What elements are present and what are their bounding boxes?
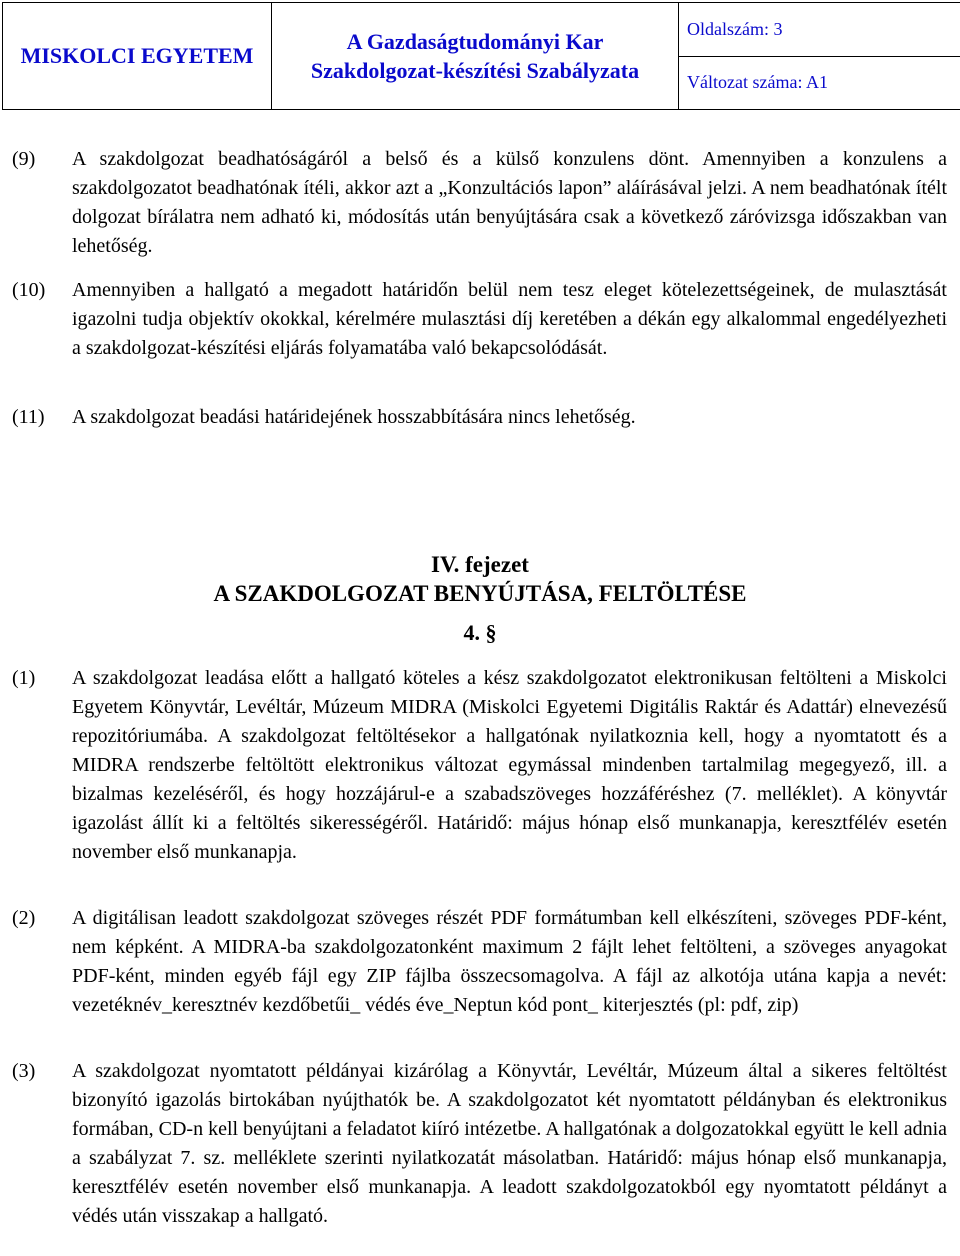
paragraph-text: A szakdolgozat leadása előtt a hallgató köteles a kész szakdolgozatot elektronikusan feltölteni a Miskolci Egyetem Könyvtár, Levéltár, Múzeum MIDRA (Miskolci Egyetemi Digitális Raktár és Adattár) elnevezésű repozitóriumába. A szakdolgozat feltöltésekor a hallgatónak nyilatkoznia kell, hogy a nyomtatott és a MIDRA rendszerbe feltöltött elektronikus változat egymással mindenben tartalmilag megegyező, ill. a bizalmas kezeléséről, és hogy hozzájárul-e a szabadszöveges hozzáféréshez (7. melléklet). A könyvtár igazolást állít ki a feltöltés sikerességéről. Határidő: május hónap első munkanapja, keresztfélév esetén november első munkanapja. <box>72 667 947 863</box>
paragraph-9 <box>0 145 960 261</box>
faculty-title <box>272 3 679 110</box>
paragraph-number: (1) <box>12 667 36 689</box>
paragraph-number: (10) <box>12 279 46 301</box>
paragraph-text: A szakdolgozat beadási határidejének hosszabbítására nincs lehetőség. <box>72 406 636 428</box>
paragraph-3 <box>0 1057 960 1231</box>
paragraph-11 <box>0 403 960 432</box>
university-name: MISKOLCI EGYETEM <box>3 3 272 110</box>
paragraph-number: (2) <box>12 907 36 929</box>
paragraph-1 <box>0 664 960 867</box>
section-number: 4. § <box>463 620 497 645</box>
chapter-number: IV. fejezet <box>431 552 529 577</box>
paragraph-text: A szakdolgozat nyomtatott példányai kizárólag a Könyvtár, Levéltár, Múzeum által a sikeres feltöltést bizonyító igazolás birtokában nyújthatók be. A szakdolgozatot két nyomtatott példányban és elektronikus formában, CD-n kell benyújtani a feladatot kiíró intézetbe. A hallgatónak a dolgozatokkal együtt le kell adnia a szabályzat 7. sz. melléklete szerinti nyilatkozatát másolatban. Határidő: május hónap első munkanapja, keresztfélév esetén november első munkanapja. A leadott szakdolgozatokból egy nyomtatott példányt a védés után visszakap a hallgató. <box>72 1060 947 1227</box>
regulation-name: Szakdolgozat-készítési Szabályzata <box>310 58 640 83</box>
paragraph-number: (11) <box>12 406 45 428</box>
paragraph-text: Amennyiben a hallgató a megadott határidőn belül nem tesz eleget kötelezettségeinek, de mulasztását igazolni tudja objektív okokkal, kérelmére mulasztási díj keretében a dékán egy alkalommal engedélyezheti a szakdolgozat-készítési eljárás folyamatába való bekapcsolódását. <box>72 279 947 359</box>
paragraph-text: A szakdolgozat beadhatóságáról a belső és a külső konzulens dönt. Amennyiben a konzulens a szakdolgozatot beadhatónak ítéli, akkor azt a „Konzultációs lapon” aláírásával jelzi. A nem beadhatónak ítélt dolgozat bírálatra nem adható ki, módosítás után benyújtására csak a következő záróvizsga időszakban van lehetőség. <box>72 148 947 257</box>
paragraph-10 <box>0 276 960 363</box>
page-number: Oldalszám: 3 <box>679 3 960 57</box>
paragraph-number: (9) <box>12 148 36 170</box>
version-number: Változat száma: A1 <box>679 56 960 110</box>
paragraph-2 <box>0 904 960 1020</box>
faculty-name: A Gazdaságtudományi Kar <box>346 29 604 54</box>
paragraph-number: (3) <box>12 1060 36 1082</box>
page-header <box>2 2 960 110</box>
paragraph-text: A digitálisan leadott szakdolgozat szöveges részét PDF formátumban kell elkészíteni, szöveges PDF-ként, nem képként. A MIDRA-ba szakdolgozatonként maximum 2 fájlt lehet feltölteni, a szöveges anyagokat PDF-ként, minden egyéb fájl egy ZIP fájlba összecsomagolva. A fájl az alkotója utána kapja a nevét: vezetéknév_keresztnév kezdőbetűi_ védés éve_Neptun kód pont_ kiterjesztés (pl: pdf, zip) <box>72 907 947 1016</box>
chapter-title: A SZAKDOLGOZAT BENYÚJTÁSA, FELTÖLTÉSE <box>213 581 747 606</box>
